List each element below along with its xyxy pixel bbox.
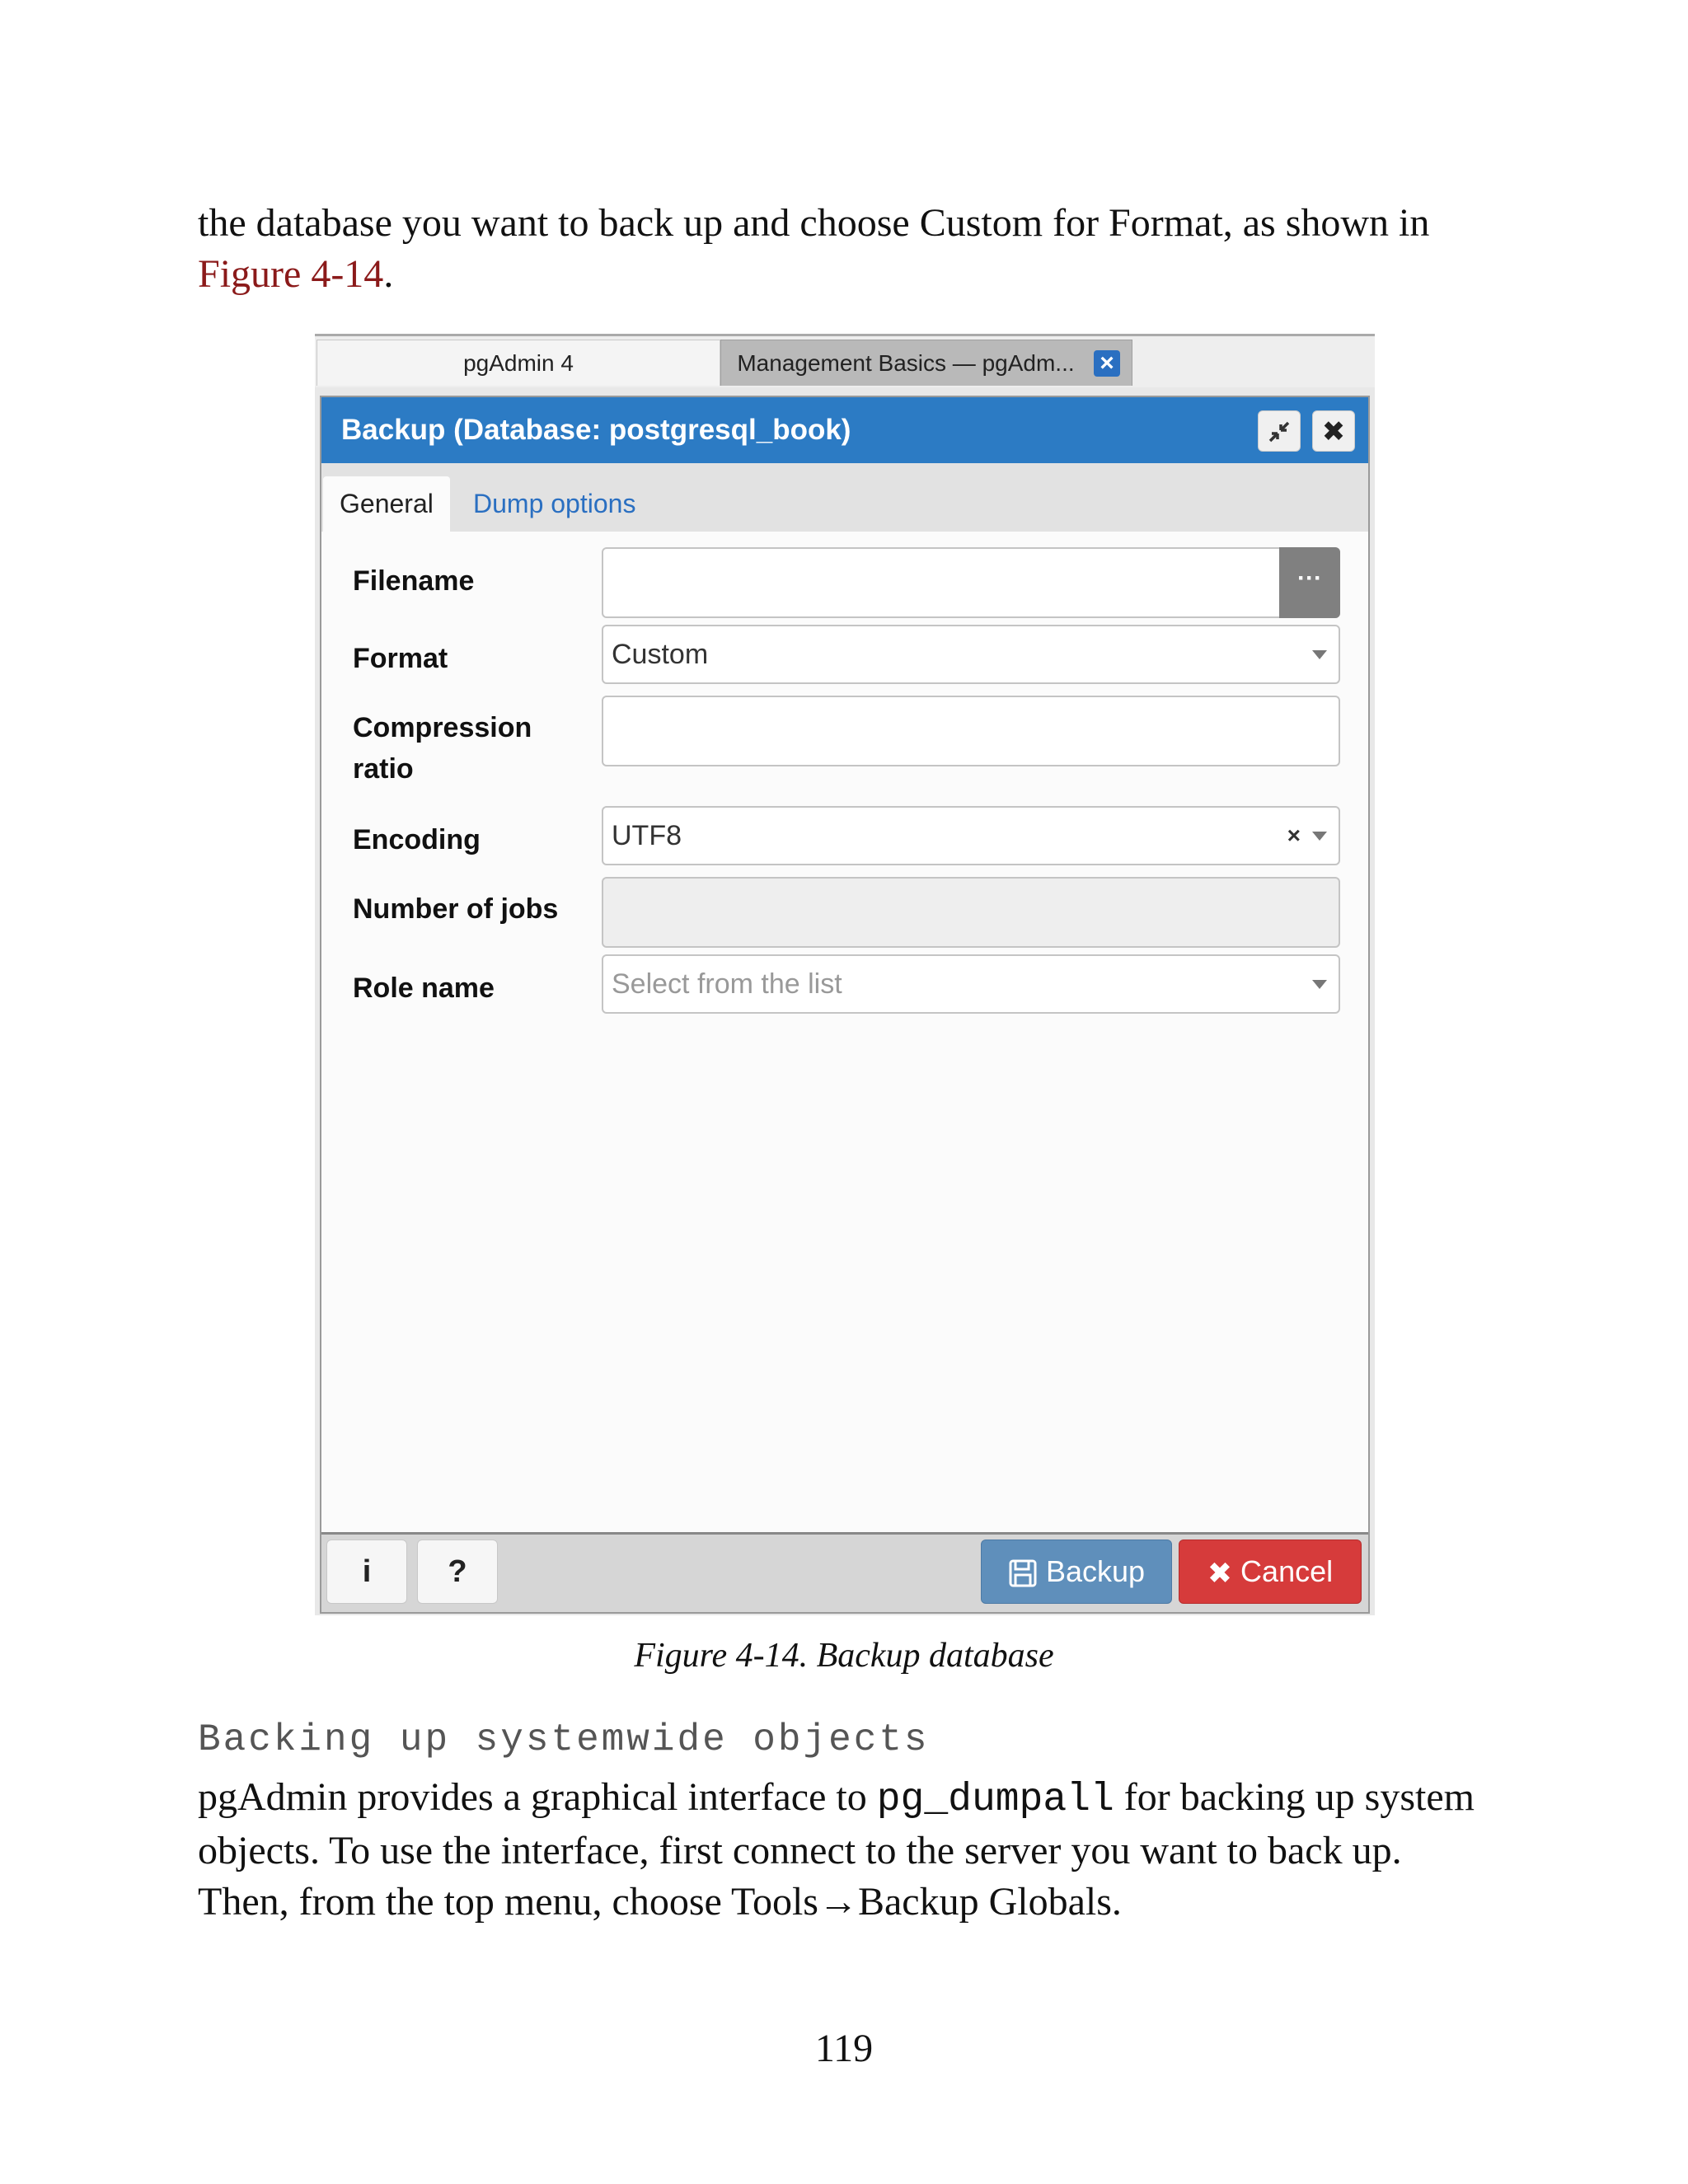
tab-dump-options[interactable]: Dump options — [473, 489, 636, 518]
tab-general[interactable]: General — [323, 476, 450, 532]
browser-tab-bar — [315, 336, 1375, 387]
help-icon: ? — [448, 1554, 467, 1589]
body-text-2: for backing up system objects. To use the interface, first connect to the server you want to back up. Then, from the top menu, choose Tools→Backup Globals. — [198, 1775, 1475, 1924]
save-icon — [1008, 1558, 1038, 1588]
format-select[interactable] — [602, 625, 1340, 684]
backup-button[interactable] — [981, 1540, 1172, 1604]
role-placeholder: Select from the list — [612, 968, 842, 1000]
dialog-titlebar — [321, 397, 1368, 463]
dialog-title: Backup (Database: postgresql_book) — [341, 414, 851, 446]
dialog-tabs — [321, 463, 1368, 532]
section-heading: Backing up systemwide objects — [198, 1718, 930, 1761]
page-number: 119 — [814, 2027, 874, 2070]
browser-tab-management[interactable] — [720, 340, 1132, 386]
filename-input[interactable] — [602, 547, 1340, 618]
role-label: Role name — [353, 972, 495, 1004]
format-label: Format — [353, 643, 448, 674]
figure-link[interactable]: Figure 4-14 — [198, 252, 384, 296]
encoding-select[interactable] — [602, 806, 1340, 865]
minimize-button[interactable] — [1258, 410, 1301, 452]
browse-icon[interactable]: ··· — [1279, 547, 1340, 618]
filename-label: Filename — [353, 565, 475, 597]
backup-dialog — [320, 396, 1370, 1614]
role-select[interactable] — [602, 954, 1340, 1014]
code-pg-dumpall: pg_dumpall — [876, 1778, 1114, 1822]
browser-tab-pgadmin[interactable] — [316, 340, 720, 386]
intro-text: the database you want to back up and choose Custom for Format, as shown in — [198, 201, 1430, 245]
help-button[interactable] — [417, 1540, 498, 1604]
browser-tab-label: Management Basics — pgAdm... — [737, 350, 1075, 376]
dialog-close-button[interactable] — [1312, 410, 1355, 452]
encoding-label: Encoding — [353, 824, 481, 855]
browser-tab-label: pgAdmin 4 — [463, 350, 574, 376]
chevron-down-icon — [1312, 832, 1327, 841]
intro-period: . — [383, 252, 394, 296]
backup-label: Backup — [1045, 1554, 1146, 1588]
cancel-button[interactable] — [1179, 1540, 1362, 1604]
chevron-down-icon — [1312, 650, 1327, 659]
jobs-label: Number of jobs — [353, 893, 559, 925]
chevron-down-icon — [1312, 980, 1327, 989]
screenshot — [315, 334, 1375, 1615]
cancel-label: Cancel — [1240, 1554, 1334, 1588]
close-icon: ✖ — [1207, 1556, 1233, 1591]
info-button[interactable] — [326, 1540, 407, 1604]
compression-label-line2: ratio — [353, 753, 414, 785]
minimize-icon — [1267, 419, 1292, 444]
body-paragraph — [198, 1772, 1500, 1928]
compression-label — [353, 707, 532, 790]
close-icon[interactable]: × — [1094, 350, 1120, 377]
compression-input[interactable] — [602, 696, 1340, 766]
intro-paragraph — [198, 198, 1500, 300]
info-icon: i — [362, 1554, 372, 1589]
format-value: Custom — [612, 639, 709, 670]
jobs-input[interactable] — [602, 877, 1340, 948]
clear-icon[interactable]: × — [1287, 823, 1301, 848]
compression-label-line1: Compression — [353, 712, 532, 743]
encoding-value: UTF8 — [612, 820, 682, 851]
close-icon: ✖ — [1321, 416, 1346, 448]
figure-caption: Figure 4-14. Backup database — [634, 1637, 1054, 1675]
body-text-1: pgAdmin provides a graphical interface to — [198, 1775, 877, 1819]
dialog-footer — [321, 1532, 1368, 1612]
